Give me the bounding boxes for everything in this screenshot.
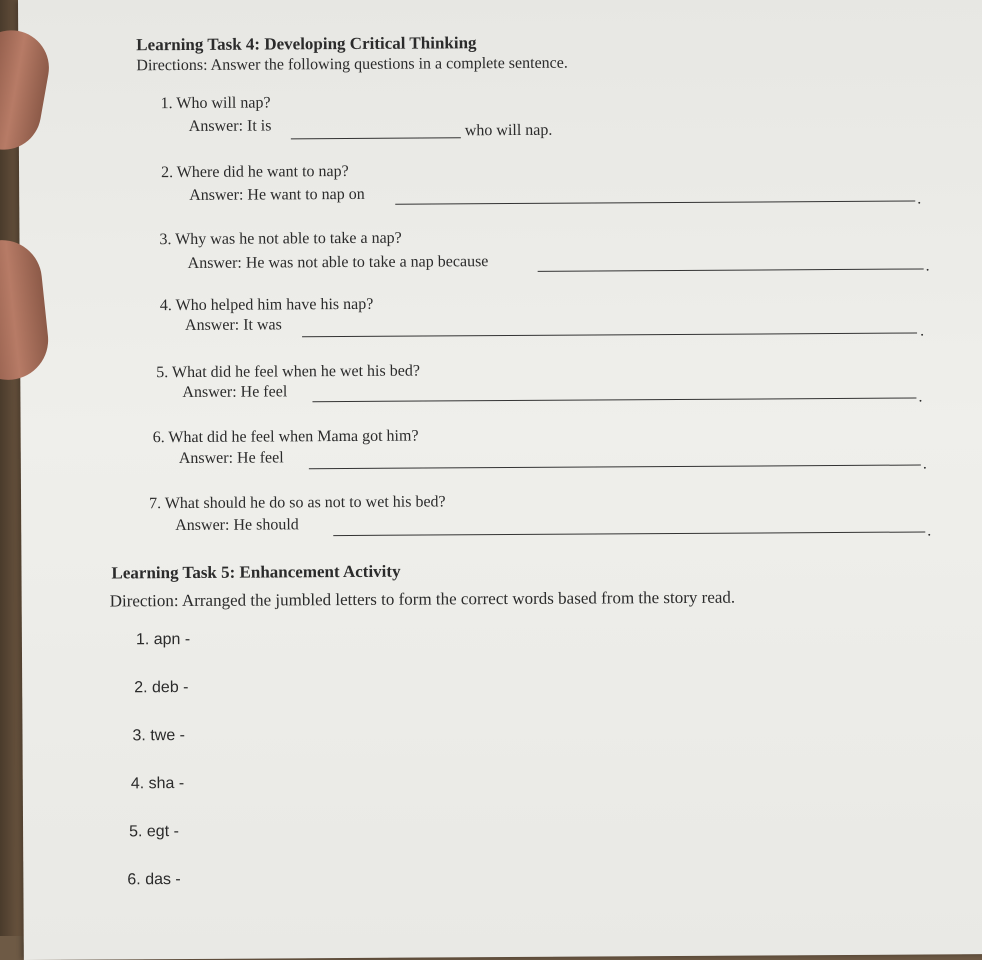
answer-7-tail: . [927,522,932,540]
answer-6-prompt: Answer: He feel [178,449,284,468]
task5-title: Learning Task 5: Enhancement Activity [111,561,401,583]
question-4: 4. Who helped him have his nap? [159,295,374,315]
answer-3-blank [538,268,924,271]
question-3: 3. Why was he not able to take a nap? [159,229,402,249]
answer-2-prompt: Answer: He want to nap on [189,185,365,204]
jumble-item-1: 1. apn - [135,630,191,649]
task4-title: Learning Task 4: Developing Critical Thinking [136,33,477,55]
question-6: 6. What did he feel when Mama got him? [152,427,419,447]
answer-5-tail: . [918,388,923,406]
answer-2-tail: . [917,190,922,208]
worksheet-paper [18,0,982,960]
question-2: 2. Where did he want to nap? [161,162,349,182]
answer-3-tail: . [925,257,930,275]
answer-1-tail: who will nap. [464,121,553,140]
jumble-item-3: 3. twe - [132,726,186,745]
question-5: 5. What did he feel when he wet his bed? [156,362,420,382]
jumble-item-4: 4. sha - [130,774,185,793]
task4-directions: Directions: Answer the following questions in a complete sentence. [136,54,568,75]
task5-direction: Direction: Arranged the jumbled letters to form the correct words based from the story read. [109,587,736,611]
answer-6-tail: . [922,455,927,473]
answer-3-prompt: Answer: He was not able to take a nap because [187,253,489,272]
answer-2-blank [395,201,915,205]
question-7: 7. What should he do so as not to wet his bed? [149,493,446,513]
answer-7-blank [333,531,925,536]
jumble-item-6: 6. das - [127,871,181,889]
jumble-item-5: 5. egt - [129,823,179,841]
question-1: 1. Who will nap? [160,94,271,113]
answer-1-blank [291,137,461,139]
answer-4-tail: . [919,322,925,340]
answer-7-prompt: Answer: He should [175,516,299,535]
answer-6-blank [309,464,921,469]
answer-4-blank [302,333,917,338]
jumble-item-2: 2. deb - [134,678,189,697]
answer-1-prompt: Answer: It is [188,117,272,135]
answer-5-blank [312,398,916,403]
answer-5-prompt: Answer: He feel [182,383,288,402]
answer-4-prompt: Answer: It was [184,316,282,334]
